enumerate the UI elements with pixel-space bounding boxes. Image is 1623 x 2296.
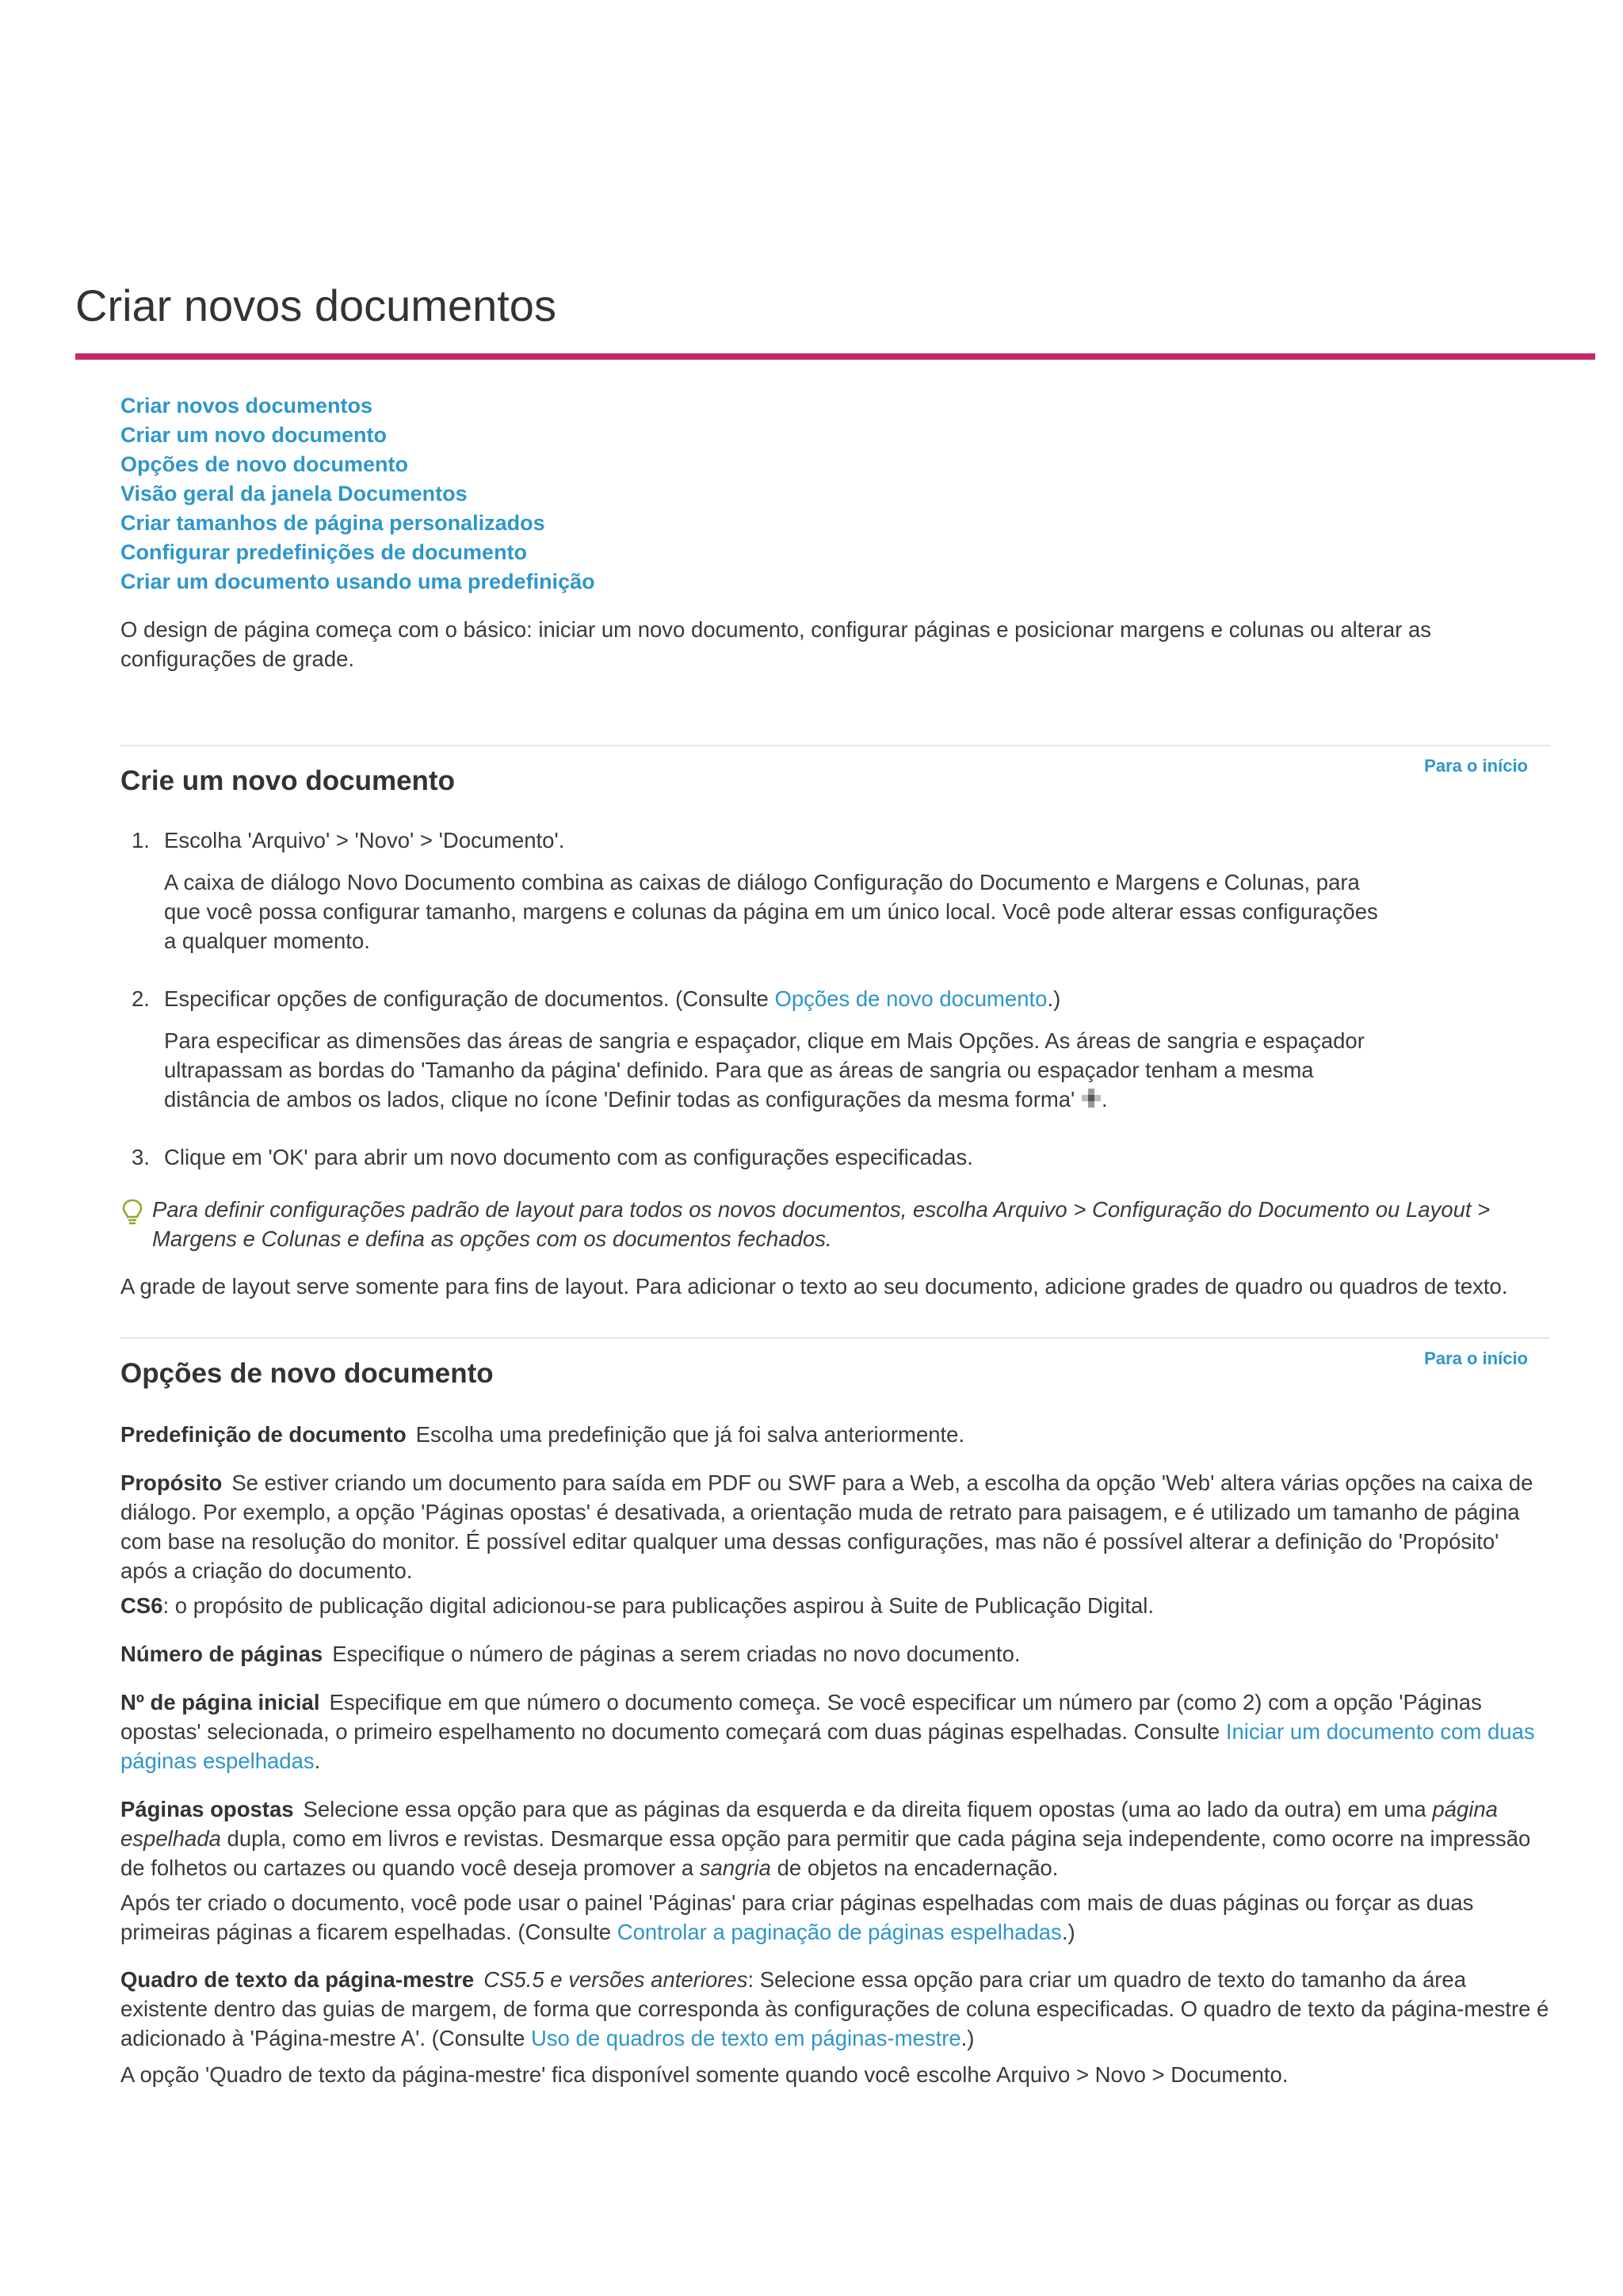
- option-quadro-texto-mestre: [120, 1965, 1550, 2053]
- step-item: [120, 1142, 1388, 1172]
- step-number: 2.: [132, 986, 150, 1011]
- option-desc: Especifique em que número o documento começa. Se você especificar um número par (como 2) com a opção 'Páginas opostas' selecionada, o primeiro espelhamento no documento começará com duas páginas espelhadas. Consulte: [120, 1690, 1482, 1744]
- title-underline: [75, 353, 1595, 360]
- layout-grid-note: A grade de layout serve somente para fins de layout. Para adicionar o texto ao seu documento, adicione grades de quadro ou quadros de texto.: [120, 1274, 1508, 1299]
- toc-link-criar-usando-predefinicao[interactable]: Criar um documento usando uma predefinição: [120, 570, 595, 593]
- lightbulb-icon: [120, 1198, 144, 1226]
- section-heading-criar-novo-documento: Crie um novo documento: [120, 765, 455, 796]
- option-term: Número de páginas: [120, 1642, 323, 1666]
- option-term: Nº de página inicial: [120, 1690, 320, 1714]
- tip-note: [120, 1195, 1563, 1253]
- option-predefinicao: [120, 1420, 1550, 1449]
- option-emphasis: sangria: [699, 1855, 771, 1880]
- step-item: [120, 826, 1388, 955]
- option-desc: Se estiver criando um documento para saída em PDF ou SWF para a Web, a escolha da opção 'Web' altera várias opções na caixa de diálogo. Por exemplo, a opção 'Páginas opostas' é desativada, a orientação muda de retrato para paisagem, e é utilizado um tamanho de página com base na resolução do monitor. É possível editar qualquer uma dessas configurações, mas não é possível alterar a definição do 'Propósito' após a criação do documento.: [120, 1470, 1533, 1583]
- table-of-contents: [120, 391, 595, 597]
- link-opcoes-de-novo-documento[interactable]: Opções de novo documento: [774, 986, 1048, 1011]
- back-to-top-link[interactable]: Para o início: [1424, 756, 1528, 776]
- option-paginas-opostas: [120, 1794, 1550, 1882]
- toc-link-opcoes-de-novo-documento[interactable]: Opções de novo documento: [120, 452, 409, 476]
- intro-paragraph: O design de página começa com o básico: iniciar um novo documento, configurar páginas e posicionar margens e colunas ou alterar as configurações de grade.: [120, 617, 1431, 671]
- step-number: 1.: [132, 828, 150, 852]
- toc-link-configurar-predefinicoes[interactable]: Configurar predefinições de documento: [120, 540, 528, 564]
- section-heading-opcoes-novo-documento: Opções de novo documento: [120, 1358, 494, 1389]
- section-divider: [120, 745, 1550, 746]
- toc-link-visao-geral-janela[interactable]: Visão geral da janela Documentos: [120, 482, 468, 505]
- step-detail-end: .: [1101, 1087, 1108, 1112]
- option-desc: dupla, como em livros e revistas. Desmarque essa opção para permitir que cada página seja independente, como ocorre na impressão de folhetos ou cartazes ou quando você deseja promover a: [120, 1826, 1531, 1880]
- section-divider: [120, 1337, 1550, 1339]
- option-desc: Selecione essa opção para que as páginas da esquerda e da direita fiquem opostas (uma ao lado da outra) em uma: [303, 1797, 1433, 1821]
- steps-list: [120, 826, 1388, 1194]
- step-detail-text: Para especificar as dimensões das áreas de sangria e espaçador, clique em Mais Opções. As áreas de sangria e espaçador ultrapassam as bordas do 'Tamanho da página' definido. Para que as áreas de sangria ou espaçador tenham a mesma distância de ambos os lados, clique no ícone 'Definir todas as configurações da mesma forma': [164, 1028, 1365, 1112]
- option-term: Quadro de texto da página-mestre: [120, 1967, 475, 1992]
- link-uso-quadros-texto[interactable]: Uso de quadros de texto em páginas-mestre: [531, 2026, 961, 2050]
- option-desc: : Selecione essa opção para criar um quadro de texto do tamanho da área existente dentro das guias de margem, de forma que corresponda às configurações de coluna especificadas. O quadro de texto da página-mestre é adicionado à 'Página-mestre A'. (Consulte: [120, 1967, 1549, 2050]
- step-detail: [164, 1026, 1388, 1114]
- option-term: CS6: [120, 1593, 163, 1618]
- option-numero-paginas: [120, 1639, 1550, 1669]
- step-detail: A caixa de diálogo Novo Documento combina as caixas de diálogo Configuração do Documento e Margens e Colunas, para que você possa configurar tamanho, margens e colunas da página em um único local. Você pode alterar essas configurações a qualquer momento.: [164, 870, 1378, 953]
- option-emphasis: CS5.5 e versões anteriores: [483, 1967, 748, 1992]
- option-term: Propósito: [120, 1470, 223, 1495]
- step-text-before: Especificar opções de configuração de documentos. (Consulte: [164, 986, 775, 1011]
- toc-link-tamanhos-personalizados[interactable]: Criar tamanhos de página personalizados: [120, 511, 545, 535]
- link-settings-icon: [1081, 1086, 1102, 1107]
- option-desc-end: .): [1061, 1920, 1075, 1944]
- option-emphasis: página espelhada: [120, 1797, 1498, 1851]
- toc-link-criar-um-novo-documento[interactable]: Criar um novo documento: [120, 423, 388, 447]
- option-pagina-inicial: [120, 1688, 1550, 1775]
- option-desc: de objetos na encadernação.: [770, 1855, 1059, 1880]
- back-to-top-link[interactable]: Para o início: [1424, 1348, 1528, 1368]
- option-desc: Escolha uma predefinição que já foi salva anteriormente.: [415, 1422, 965, 1447]
- step-text: Escolha 'Arquivo' > 'Novo' > 'Documento'.: [164, 828, 565, 852]
- option-apos-criado: [120, 1888, 1550, 1947]
- step-number: 3.: [132, 1145, 150, 1169]
- option-proposito: [120, 1468, 1550, 1585]
- step-text-after: .): [1047, 986, 1061, 1011]
- link-controlar-paginacao[interactable]: Controlar a paginação de páginas espelhadas: [617, 1920, 1062, 1944]
- step-item: [120, 984, 1388, 1114]
- page-title: Criar novos documentos: [75, 280, 556, 330]
- option-desc: : o propósito de publicação digital adicionou-se para publicações aspirou à Suite de Publicação Digital.: [162, 1593, 1155, 1618]
- option-last-note: A opção 'Quadro de texto da página-mestre' fica disponível somente quando você escolhe Arquivo > Novo > Documento.: [120, 2062, 1289, 2087]
- option-cs6: [120, 1591, 1550, 1620]
- link-iniciar-documento-duas-paginas[interactable]: Iniciar um documento com duas páginas espelhadas: [120, 1719, 1535, 1773]
- option-desc: Após ter criado o documento, você pode usar o painel 'Páginas' para criar páginas espelhadas com mais de duas páginas ou forçar as duas primeiras páginas a ficarem espelhadas. (Consulte: [120, 1890, 1474, 1944]
- option-desc: Especifique o número de páginas a serem criadas no novo documento.: [332, 1642, 1021, 1666]
- option-desc-end: .: [314, 1749, 321, 1773]
- tip-text: Para definir configurações padrão de layout para todos os novos documentos, escolha Arquivo > Configuração do Documento ou Layout > Margens e Colunas e defina as opções com os documentos fechados.: [152, 1197, 1491, 1251]
- option-term: Páginas opostas: [120, 1797, 294, 1821]
- option-desc-end: .): [960, 2026, 975, 2050]
- option-term: Predefinição de documento: [120, 1422, 407, 1447]
- step-text: Clique em 'OK' para abrir um novo documento com as configurações especificadas.: [164, 1145, 973, 1169]
- toc-link-criar-novos-documentos[interactable]: Criar novos documentos: [120, 394, 373, 418]
